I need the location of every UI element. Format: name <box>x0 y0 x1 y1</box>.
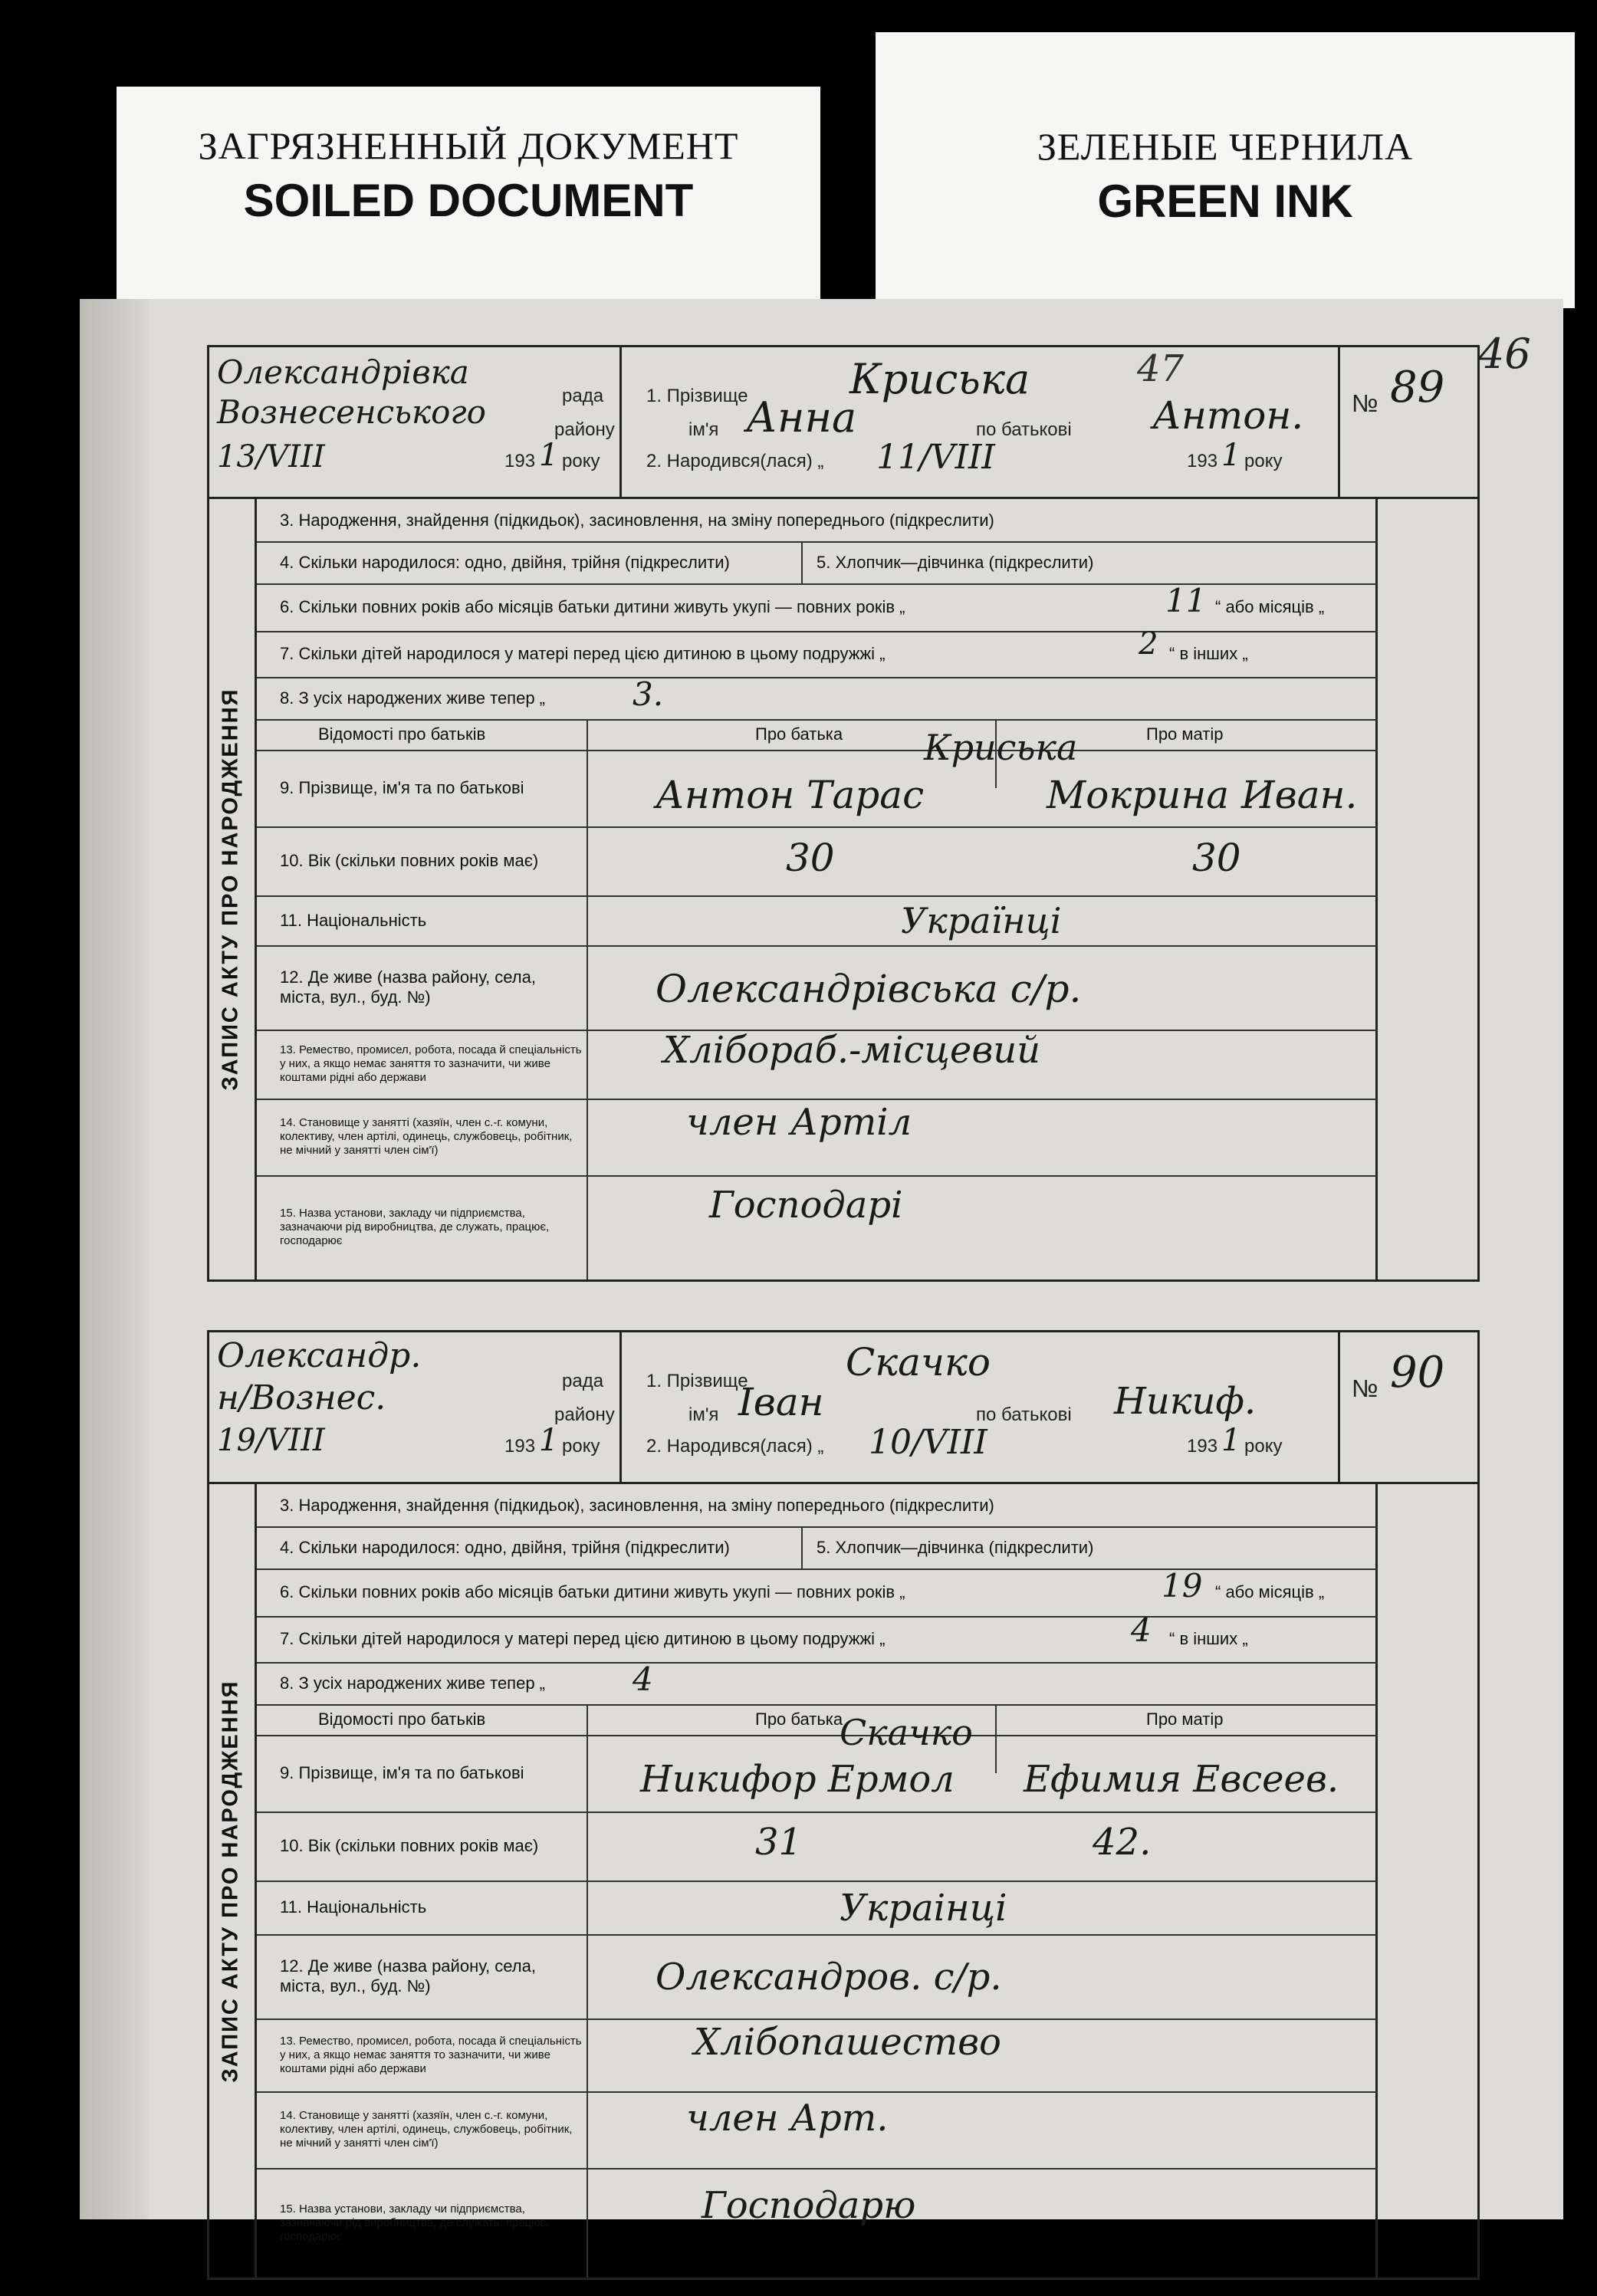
f7-count-handwritten: 2 <box>1139 626 1158 662</box>
row-f9: 9. Прізвище, ім'я та по батькові Криська Антон Тарас Мокрина Иван. <box>257 750 1378 828</box>
row-f7: 7. Скільки дітей народилося у матері перед цією дитиною в цьому подружжі „ 4 “ в інших „ <box>257 1616 1378 1664</box>
year-word-left: року <box>562 451 600 471</box>
father-age-handwritten: 31 <box>755 1821 803 1864</box>
row-f14: 14. Становище у занятті (хазяїн, член с.-г. комуни, колективу, член артілі, одинець, службовець, робітник, не мічний у занятті член сім'ї) член Артіл <box>257 1099 1378 1177</box>
record-header <box>207 345 1480 497</box>
born-date-handwritten: 10/VIII <box>869 1423 987 1462</box>
status-handwritten: член Артіл <box>686 1101 912 1144</box>
year-print-right: 193 <box>1187 451 1218 471</box>
year-word-right: року <box>1244 1436 1283 1457</box>
status-handwritten: член Арт. <box>686 2097 889 2140</box>
side-title: ЗАПИС АКТУ ПРО НАРОДЖЕННЯ <box>207 1484 257 2278</box>
born-label: 2. Народився(лася) „ <box>646 451 824 471</box>
row-f11: 11. Національність Українці <box>257 895 1378 947</box>
workplace-handwritten: Господарю <box>702 2184 916 2227</box>
rada-label: рада <box>562 1371 604 1391</box>
surname-handwritten: Криська <box>849 355 1030 403</box>
f6-years-handwritten: 19 <box>1162 1567 1203 1605</box>
surname-above-handwritten: Скачко <box>840 1712 973 1753</box>
year-handwritten-left: 1 <box>539 438 559 473</box>
record-body <box>207 1482 1480 2280</box>
soiled-label-ru: ЗАГРЯЗНЕННЫЙ ДОКУМЕНТ <box>198 124 739 167</box>
birth-record-1 <box>207 345 1480 1282</box>
record-no-handwritten: 89 <box>1390 363 1445 412</box>
row-f4-f5: 4. Скільки народилося: одно, двійня, трійня (підкреслити) 5. Хлопчик—дівчинка (підкреслити) <box>257 541 1378 585</box>
row-f13: 13. Ремество, промисел, робота, посада й спеціальність у них, а якщо немає заняття то зазначити, чи живе коштами рідні або держави Хлібоpаб.-місцевий <box>257 1030 1378 1100</box>
soiled-label-en: SOILED DOCUMENT <box>243 175 694 226</box>
green-ink-label <box>876 32 1575 308</box>
f8-alive-handwritten: 4 <box>633 1660 653 1698</box>
row-f9: 9. Прізвище, ім'я та по батькові Скачко Никифор Ермол Ефимия Евсеев. <box>257 1735 1378 1813</box>
raion-label: району <box>554 1404 615 1425</box>
father-name-handwritten: Никифор Ермол <box>640 1758 955 1801</box>
date-left-handwritten: 13/VIII <box>217 439 325 475</box>
birth-record-2 <box>207 1330 1480 2280</box>
surname-label: 1. Прізвище <box>646 1371 748 1391</box>
residence-handwritten: Олександров. с/р. <box>656 1956 1002 1999</box>
name-handwritten: Іван <box>738 1380 824 1424</box>
patronymic-label: по батькові <box>976 419 1072 440</box>
occupation-handwritten: Хлібопашество <box>694 2021 1001 2064</box>
patronymic-handwritten: Никиф. <box>1114 1380 1257 1423</box>
record-header <box>207 1330 1480 1482</box>
row-f8: 8. З усіх народжених живе тепер „ 4 <box>257 1662 1378 1706</box>
father-name-handwritten: Антон Тарас <box>656 773 925 817</box>
rada-label: рада <box>562 386 604 406</box>
f6-years-handwritten: 11 <box>1165 582 1207 619</box>
mother-age-handwritten: 30 <box>1192 836 1241 880</box>
row-f13: 13. Ремество, промисел, робота, посада й спеціальність у них, а якщо немає заняття то зазначити, чи живе коштами рідні або держави Хлібопашество <box>257 2018 1378 2093</box>
patronymic-label: по батькові <box>976 1404 1072 1425</box>
district-handwritten: Вознесенського <box>217 393 486 431</box>
year-print-right: 193 <box>1187 1436 1218 1457</box>
surname-label: 1. Прізвище <box>646 386 748 406</box>
nationality-handwritten: Українці <box>901 900 1062 941</box>
row-f3: 3. Народження, знайдення (підкидьок), засиновлення, на зміну попереднього (підкреслити) <box>257 499 1378 543</box>
row-f11: 11. Національність Украінці <box>257 1880 1378 1936</box>
row-f6: 6. Скільки повних років або місяців батьки дитини живуть укупі — повних років „ 19 “ або місяців „ <box>257 1568 1378 1618</box>
row-parents-header: Відомості про батьків Про батька Про матір <box>257 719 1378 751</box>
nationality-handwritten: Украінці <box>840 1887 1007 1930</box>
row-f4-f5: 4. Скільки народилося: одно, двійня, трійня (підкреслити) 5. Хлопчик—дівчинка (підкреслити) <box>257 1526 1378 1570</box>
corner-mark: 47 <box>1137 347 1185 390</box>
binding-edge <box>80 299 149 2219</box>
year-word-left: року <box>562 1436 600 1457</box>
row-f10: 10. Вік (скільки повних років має) 31 42. <box>257 1812 1378 1882</box>
record-no-handwritten: 90 <box>1390 1348 1445 1398</box>
date-left-handwritten: 19/VIII <box>217 1423 325 1458</box>
record-no-label: № <box>1352 389 1378 417</box>
soiled-document-label <box>117 87 820 317</box>
council-handwritten: Олександрівка <box>217 353 469 391</box>
surname-handwritten: Скачко <box>846 1340 991 1384</box>
workplace-handwritten: Господарі <box>709 1184 903 1227</box>
row-f6: 6. Скільки повних років або місяців батьки дитини живуть укупі — повних років „ 11 “ або місяців „ <box>257 583 1378 632</box>
row-f8: 8. З усіх народжених живе тепер „ 3. <box>257 677 1378 721</box>
name-label: ім'я <box>688 419 719 440</box>
f8-alive-handwritten: 3. <box>633 675 664 713</box>
f7-count-handwritten: 4 <box>1131 1611 1152 1649</box>
council-handwritten: Олександр. <box>217 1336 422 1375</box>
name-label: ім'я <box>688 1404 719 1425</box>
raion-label: району <box>554 419 615 440</box>
margin-column <box>1375 1484 1477 2278</box>
occupation-handwritten: Хлібоpаб.-місцевий <box>663 1029 1041 1072</box>
mother-name-handwritten: Мокрина Иван. <box>1047 773 1358 817</box>
district-handwritten: н/Вознес. <box>217 1378 386 1417</box>
row-f10: 10. Вік (скільки повних років має) 30 30 <box>257 826 1378 897</box>
year-word-right: року <box>1244 451 1283 471</box>
born-label: 2. Народився(лася) „ <box>646 1436 824 1457</box>
year-print-left: 193 <box>504 451 536 471</box>
row-f7: 7. Скільки дітей народилося у матері перед цією дитиною в цьому подружжі „ 2 “ в інших „ <box>257 631 1378 678</box>
row-f15: 15. Назва установи, закладу чи підприємства, зазначаючи рід виробництва, де служать, працює, господарює Господарю <box>280 2184 916 2243</box>
ink-label-ru: ЗЕЛЕНЫЕ ЧЕРНИЛА <box>1037 125 1414 168</box>
ink-label-en: GREEN INK <box>1097 176 1353 227</box>
surname-above-handwritten: Криська <box>924 727 1078 768</box>
mother-age-handwritten: 42. <box>1093 1821 1152 1864</box>
row-f15: 15. Назва установи, закладу чи підприємства, зазначаючи рід виробництва, де служать, працює, господарює Господарі <box>280 1184 903 1247</box>
year-handwritten-right: 1 <box>1221 1423 1241 1458</box>
page-number: 46 <box>1478 330 1531 378</box>
margin-column <box>1375 499 1477 1279</box>
side-title: ЗАПИС АКТУ ПРО НАРОДЖЕННЯ <box>207 499 257 1279</box>
row-parents-header: Відомості про батьків Про батька Про матір <box>257 1704 1378 1736</box>
patronymic-handwritten: Антон. <box>1152 393 1304 438</box>
record-no-label: № <box>1352 1375 1378 1402</box>
father-age-handwritten: 30 <box>786 836 835 880</box>
residence-handwritten: Олександрівська с/р. <box>656 967 1082 1011</box>
record-body <box>207 497 1480 1282</box>
row-f14: 14. Становище у занятті (хазяїн, член с.-г. комуни, колективу, член артілі, одинець, службовець, робітник, не мічний у занятті член сім'ї) член Арт. <box>257 2091 1378 2170</box>
year-print-left: 193 <box>504 1436 536 1457</box>
mother-name-handwritten: Ефимия Евсеев. <box>1024 1758 1339 1801</box>
year-handwritten-right: 1 <box>1221 438 1241 473</box>
year-handwritten-left: 1 <box>539 1423 559 1458</box>
name-handwritten: Анна <box>746 393 857 442</box>
row-f12: 12. Де живе (назва району, села, міста, вул., буд. №) Олександрівська с/р. <box>257 945 1378 1031</box>
row-f12: 12. Де живе (назва району, села, міста, вул., буд. №) Олександров. с/р. <box>257 1934 1378 2020</box>
row-f3: 3. Народження, знайдення (підкидьок), засиновлення, на зміну попереднього (підкреслити) <box>257 1484 1378 1528</box>
born-date-handwritten: 11/VIII <box>876 438 995 477</box>
